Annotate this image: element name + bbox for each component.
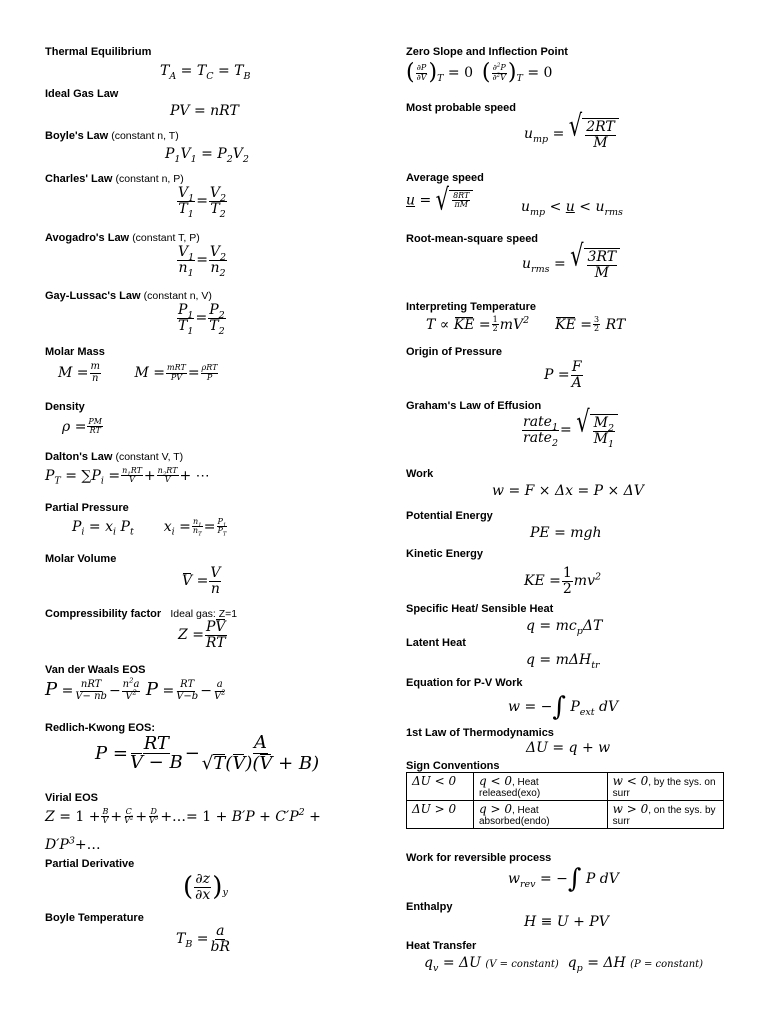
charles-law-heading: Charles' Law (constant n, P): [45, 173, 184, 185]
compressibility-formula: Z = $\frac{PV}{RT}$: [178, 619, 226, 651]
grahams-law-heading: Graham's Law of Effusion: [406, 400, 542, 412]
ideal-gas-law-formula: PV = nRT: [170, 103, 239, 119]
boyles-law-formula: $P_1V_1 = P_2V_2$: [165, 146, 249, 165]
rms-speed-formula: $u_{rms}$ = √ $\frac{3RT}{M}$: [522, 248, 620, 280]
van-der-waals-formula: P = $\frac{\text{nRT}}{V- nb}$ − $\frac{n^2a}{V^2}$ P = $\frac{RT}{V-b}$ − $\frac{a}{V^2}$: [45, 676, 226, 702]
specific-heat-heading: Specific Heat/ Sensible Heat: [406, 603, 554, 615]
redlich-kwong-formula: P = $\frac{RT}{V - B}$ − $\frac{A}{√T(V)(V + B)}$: [95, 732, 320, 774]
potential-energy-heading: Potential Energy: [406, 510, 493, 522]
grahams-law-formula: $\frac{rate_1}{rate_2}$ = √ $\frac{M_2}{M_1}$: [521, 414, 618, 446]
potential-energy-formula: PE = mgh: [530, 525, 602, 541]
delta-u-negative-cell: ΔU < 0: [407, 773, 474, 801]
molar-volume-heading: Molar Volume: [45, 553, 117, 565]
most-probable-speed-formula: $u_{mp}$ = √ $\frac{2RT}{M}$: [524, 118, 619, 150]
gay-lussacs-law-heading: Gay-Lussac's Law (constant n, V): [45, 290, 212, 302]
molar-mass-formula: M = $\frac{m}{n}$ M = $\frac{\text{mRT}}{PV}$ = $\frac{\text{ρRT}}{P}$: [58, 361, 218, 384]
charles-law-formula: $\frac{V_1}{T_1}$ = $\frac{V_2}{T_2}$: [178, 185, 227, 220]
enthalpy-heading: Enthalpy: [406, 901, 453, 913]
thermal-equilibrium-formula: $T_A = T_C = T_B$: [160, 63, 251, 82]
sign-conventions-table: [406, 772, 724, 829]
most-probable-speed-heading: Most probable speed: [406, 102, 517, 114]
density-heading: Density: [45, 401, 85, 413]
boyle-temperature-formula: $T_B$ = $\frac{a}{bR}$: [176, 923, 231, 955]
first-law-heading: 1st Law of Thermodynamics: [406, 727, 554, 739]
virial-eos-heading: Virial EOS: [45, 792, 98, 804]
van-der-waals-heading: Van der Waals EOS: [45, 664, 146, 676]
origin-of-pressure-formula: P = $\frac{F}{A}$: [544, 359, 582, 391]
specific-heat-formula: $q = mc_p\Delta T$: [526, 618, 603, 637]
sign-conventions-heading: Sign Conventions: [406, 760, 500, 772]
enthalpy-formula: H ≡ U + PV: [524, 914, 609, 930]
latent-heat-formula: q = mΔH$_{tr}$: [526, 652, 600, 671]
molar-mass-heading: Molar Mass: [45, 346, 105, 358]
latent-heat-heading: Latent Heat: [406, 637, 466, 649]
daltons-law-formula: $P_T = \sum P_i$ = $\frac{n_1RT}{V}$ + $\frac{n_2RT}{V}$ + ⋯: [45, 466, 210, 487]
heat-transfer-heading: Heat Transfer: [406, 940, 477, 952]
interpreting-temperature-formula: T ∝ KE = $\frac{1}{2}$ $mV^2$ KE = $\frac{3}{2}$ RT: [426, 315, 626, 334]
partial-derivative-heading: Partial Derivative: [45, 858, 135, 870]
gay-lussacs-law-formula: $\frac{P_1}{T_1}$ = $\frac{P_2}{T_2}$: [178, 302, 225, 337]
redlich-kwong-heading: Redlich-Kwong EOS:: [45, 722, 155, 734]
density-formula: ρ = $\frac{PM}{RT}$: [62, 417, 102, 436]
pv-work-formula: w = −∫ $P_{ext}$ dV: [508, 692, 619, 722]
heat-absorbed-cell: q > 0, Heat absorbed(endo): [474, 801, 608, 829]
table-row: [407, 773, 724, 801]
virial-eos-formula: Z = 1 + $\frac{B}{V}$ + $\frac{C}{V^2}$ + $\frac{D}{V^3}$ +…= $1 + B'P + C'P^2$ +: [45, 807, 321, 826]
zero-slope-formula: ( $\frac{\partial P}{\partial V}$ )$_T = 0$ ( $\frac{\partial^2P}{\partial^2V}$ )$_T = 0$: [406, 60, 553, 85]
delta-u-positive-cell: ΔU > 0: [407, 801, 474, 829]
avogadros-law-heading: Avogadro's Law (constant T, P): [45, 232, 200, 244]
work-formula: w = F × Δx = P × ΔV: [492, 483, 644, 499]
work-by-system-cell: w < 0, by the sys. on surr: [607, 773, 723, 801]
virial-eos-formula-continued: $D'P^3+\dots$: [45, 835, 101, 853]
daltons-law-heading: Dalton's Law (constant V, T): [45, 451, 184, 463]
interpreting-temperature-heading: Interpreting Temperature: [406, 301, 536, 313]
reversible-work-heading: Work for reversible process: [406, 852, 552, 864]
boyles-law-heading: Boyle's Law (constant n, T): [45, 130, 179, 142]
average-speed-heading: Average speed: [406, 172, 484, 184]
molar-volume-formula: V = $\frac{V}{n}$: [182, 565, 221, 597]
ideal-gas-law-heading: Ideal Gas Law: [45, 88, 119, 100]
compressibility-heading: Compressibility factor Ideal gas: Z=1: [45, 608, 238, 620]
speed-ordering-formula: $u_{mp} < u < u_{rms}$: [521, 199, 623, 218]
boyle-temperature-heading: Boyle Temperature: [45, 912, 144, 924]
average-speed-formula: u = √ $\frac{8RT}{\pi M}$: [406, 190, 473, 211]
thermal-equilibrium-heading: Thermal Equilibrium: [45, 46, 152, 58]
origin-of-pressure-heading: Origin of Pressure: [406, 346, 502, 358]
work-on-system-cell: w > 0, on the sys. by surr: [607, 801, 723, 829]
rms-speed-heading: Root-mean-square speed: [406, 233, 539, 245]
work-heading: Work: [406, 468, 434, 480]
pv-work-heading: Equation for P-V Work: [406, 677, 523, 689]
first-law-formula: ΔU = q + w: [526, 740, 611, 756]
heat-released-cell: q < 0, Heat released(exo): [474, 773, 608, 801]
avogadros-law-formula: $\frac{V_1}{n_1}$ = $\frac{V_2}{n_2}$: [178, 244, 227, 279]
partial-pressure-heading: Partial Pressure: [45, 502, 129, 514]
partial-derivative-formula: ( $\frac{\partial z}{\partial x}$ )$_y$: [183, 871, 228, 903]
reversible-work-formula: $w_{rev}$ = −∫ P dV: [508, 864, 619, 894]
kinetic-energy-formula: KE = $\frac{1}{2}$ $mv^2$: [524, 565, 602, 597]
zero-slope-heading: Zero Slope and Inflection Point: [406, 46, 568, 58]
kinetic-energy-heading: Kinetic Energy: [406, 548, 484, 560]
partial-pressure-formula: $P_i = x_i$ $P_t$ $x_i$ = $\frac{n_1}{n_T}$ = $\frac{P_1}{P_T}$: [72, 517, 227, 538]
heat-transfer-formula: $q_v = \Delta U$ (V = constant) $q_p = \Delta H$ (P = constant): [424, 955, 704, 974]
table-row: [407, 801, 724, 829]
